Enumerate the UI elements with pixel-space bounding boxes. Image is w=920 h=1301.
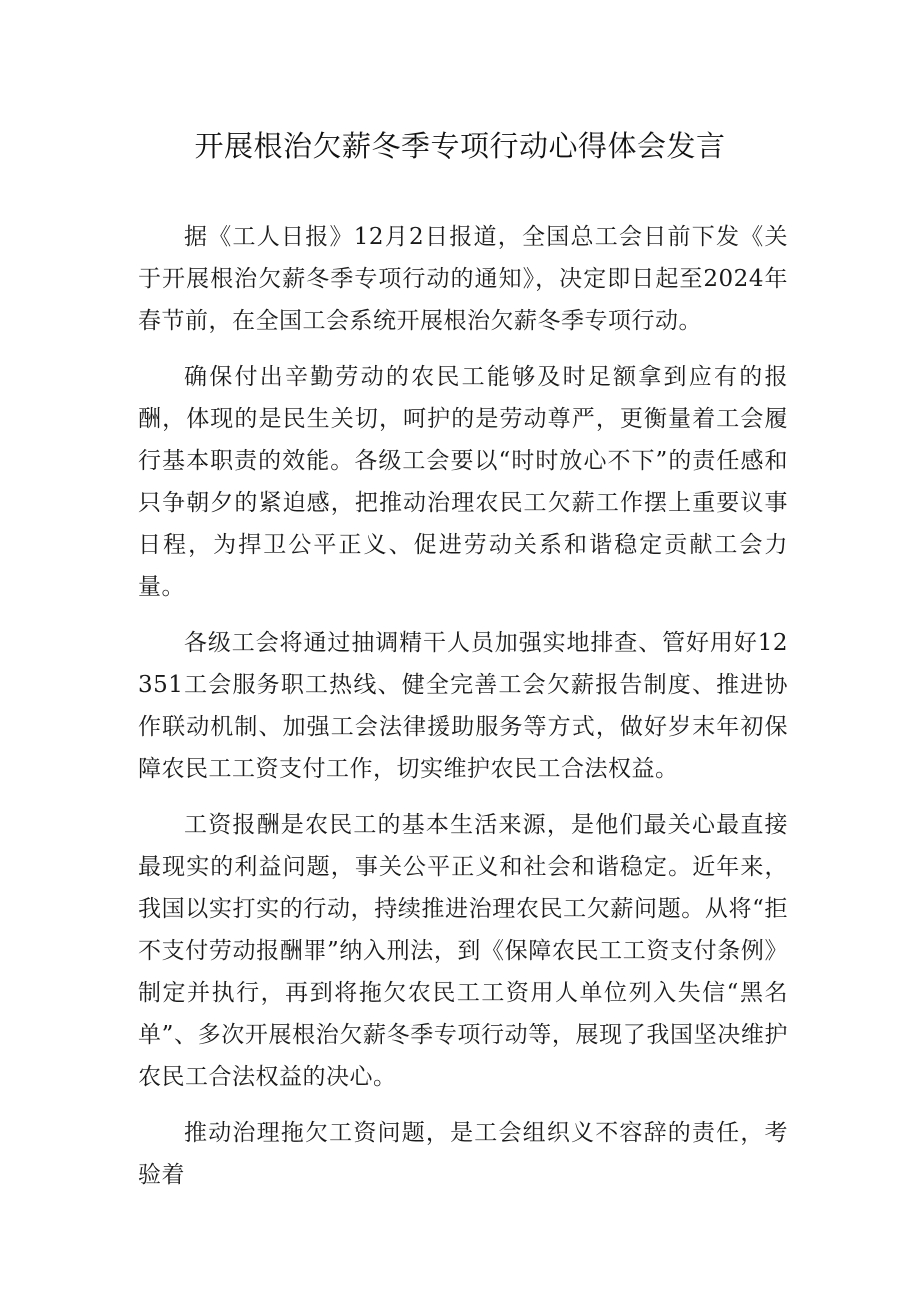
paragraph-4: 工资报酬是农民工的基本生活来源，是他们最关心最直接最现实的利益问题，事关公平正义和社会和谐稳定。近年来，我国以实打实的行动，持续推进治理农民工欠薪问题。从将“拒不支付劳动报酬罪”纳入刑法，到《保障农民工工资支付条例》制定并执行，再到将拖欠农民工工资用人单位列入失信“黑名单”、多次开展根治欠薪冬季专项行动等，展现了我国坚决维护农民工合法权益的决心。 xyxy=(138,812,788,1090)
paragraph-2: 确保付出辛勤劳动的农民工能够及时足额拿到应有的报酬，体现的是民生关切，呵护的是劳动尊严，更衡量着工会履行基本职责的效能。各级工会要以“时时放心不下”的责任感和只争朝夕的紧迫感，把推动治理农民工欠薪工作摆上重要议事日程，为捍卫公平正义、促进劳动关系和谐稳定贡献工会力量。 xyxy=(138,364,788,600)
paragraph-5: 推动治理拖欠工资问题，是工会组织义不容辞的责任，考验着 xyxy=(138,1120,788,1188)
document-title: 开展根治欠薪冬季专项行动心得体会发言 xyxy=(194,129,726,163)
paragraph-3: 各级工会将通过抽调精干人员加强实地排查、管好用好12351工会服务职工热线、健全完善工会欠薪报告制度、推进协作联动机制、加强工会法律援助服务等方式，做好岁末年初保障农民工工资支付工作，切实维护农民工合法权益。 xyxy=(138,630,788,782)
document-body xyxy=(138,216,788,1210)
paragraph-1: 据《工人日报》12月2日报道，全国总工会日前下发《关于开展根治欠薪冬季专项行动的通知》，决定即日起至2024年春节前，在全国工会系统开展根治欠薪冬季专项行动。 xyxy=(138,224,788,334)
